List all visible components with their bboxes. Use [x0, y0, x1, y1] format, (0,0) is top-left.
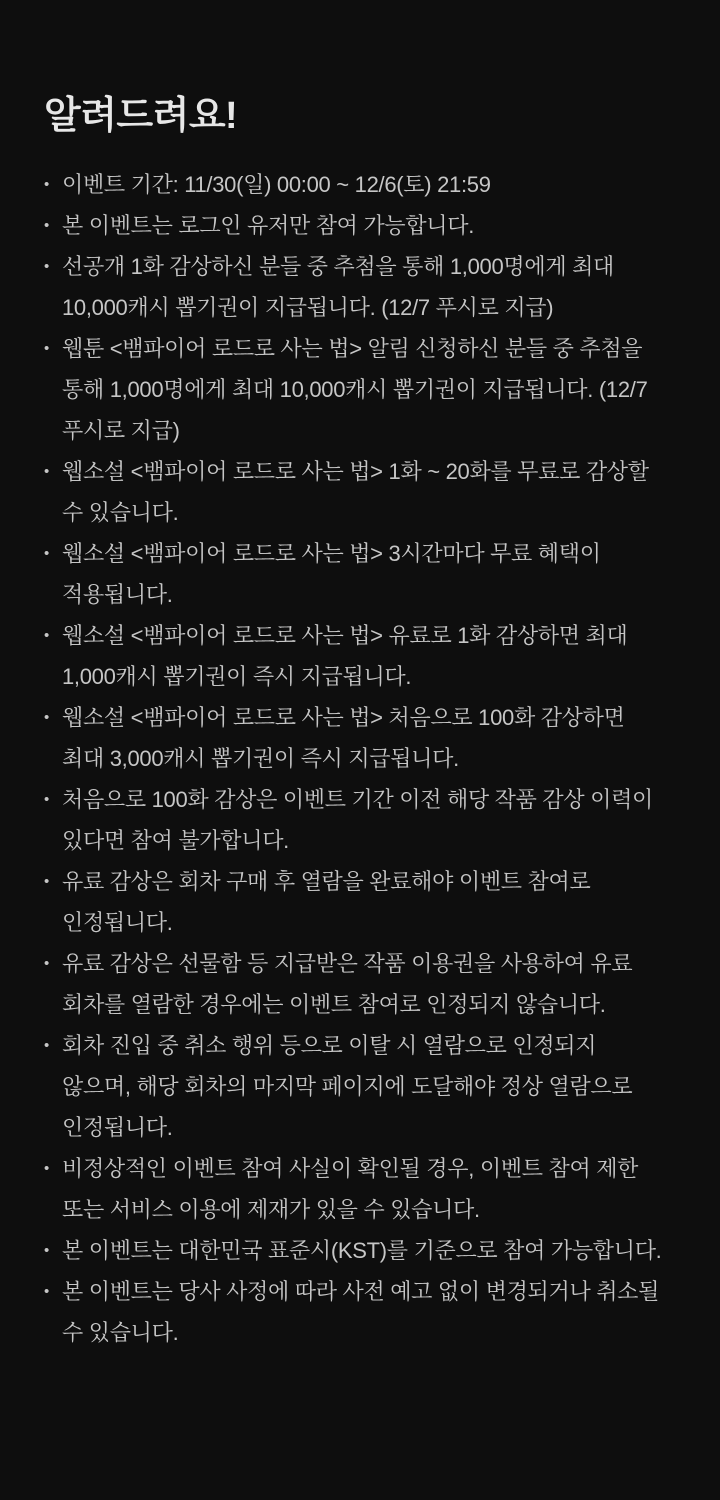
- notice-item: • 이벤트 기간: 11/30(일) 00:00 ~ 12/6(토) 21:59: [44, 164, 670, 205]
- notice-item: • 유료 감상은 회차 구매 후 열람을 완료해야 이벤트 참여로 인정됩니다.: [44, 861, 670, 943]
- notice-list: [44, 164, 670, 1353]
- notice-item: • 웹툰 <뱀파이어 로드로 사는 법> 알림 신청하신 분들 중 추첨을 통해 1,000명에게 최대 10,000캐시 뽑기권이 지급됩니다. (12/7 푸시로 지급): [44, 328, 670, 451]
- notice-item: • 웹소설 <뱀파이어 로드로 사는 법> 3시간마다 무료 혜택이 적용됩니다.: [44, 533, 670, 615]
- notice-item: • 본 이벤트는 대한민국 표준시(KST)를 기준으로 참여 가능합니다.: [44, 1230, 670, 1271]
- notice-item: • 유료 감상은 선물함 등 지급받은 작품 이용권을 사용하여 유료 회차를 열람한 경우에는 이벤트 참여로 인정되지 않습니다.: [44, 943, 670, 1025]
- notice-item: • 선공개 1화 감상하신 분들 중 추첨을 통해 1,000명에게 최대 10,000캐시 뽑기권이 지급됩니다. (12/7 푸시로 지급): [44, 246, 670, 328]
- notice-item: • 본 이벤트는 당사 사정에 따라 사전 예고 없이 변경되거나 취소될 수 있습니다.: [44, 1271, 670, 1353]
- notice-item: • 본 이벤트는 로그인 유저만 참여 가능합니다.: [44, 205, 670, 246]
- notice-item: • 웹소설 <뱀파이어 로드로 사는 법> 1화 ~ 20화를 무료로 감상할 수 있습니다.: [44, 451, 670, 533]
- notice-item: • 회차 진입 중 취소 행위 등으로 이탈 시 열람으로 인정되지 않으며, 해당 회차의 마지막 페이지에 도달해야 정상 열람으로 인정됩니다.: [44, 1025, 670, 1148]
- notice-item: • 비정상적인 이벤트 참여 사실이 확인될 경우, 이벤트 참여 제한 또는 서비스 이용에 제재가 있을 수 있습니다.: [44, 1148, 670, 1230]
- page-title: 알려드려요!: [44, 95, 238, 137]
- notice-item: • 웹소설 <뱀파이어 로드로 사는 법> 유료로 1화 감상하면 최대 1,000캐시 뽑기권이 즉시 지급됩니다.: [44, 615, 670, 697]
- notice-item: • 처음으로 100화 감상은 이벤트 기간 이전 해당 작품 감상 이력이 있다면 참여 불가합니다.: [44, 779, 670, 861]
- notice-item: • 웹소설 <뱀파이어 로드로 사는 법> 처음으로 100화 감상하면 최대 3,000캐시 뽑기권이 즉시 지급됩니다.: [44, 697, 670, 779]
